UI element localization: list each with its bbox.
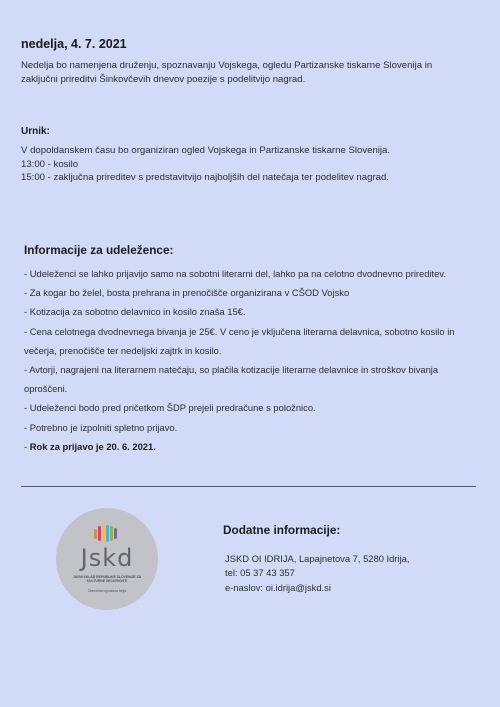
- info-item: - Za kogar bo želel, bosta prehrana in prenočišče organizirana v CŠOD Vojsko: [24, 287, 350, 299]
- info-item-continuation: oproščeni.: [24, 383, 68, 395]
- schedule-item: 15:00 - zaključna prireditev s predstavitvijo najboljših del natečaja ter podelitev nagrad.: [21, 172, 389, 183]
- date-heading: nedelja, 4. 7. 2021: [21, 37, 127, 51]
- info-item: - Kotizacija za sobotno delavnico in kosilo znaša 15€.: [24, 306, 246, 318]
- contact-title: Dodatne informacije:: [223, 523, 341, 537]
- logo-subtitle: JAVNI SKLAD REPUBLIKE SLOVENIJE ZA KULTURNE DEJAVNOSTI: [72, 575, 142, 584]
- contact-list: [225, 552, 409, 595]
- schedule-item: V dopoldanskem času bo organiziran ogled Vojskega in Partizanske tiskarne Slovenija.: [21, 145, 391, 156]
- schedule-item: 13:00 - kosilo: [21, 158, 79, 170]
- info-item: - Cena celotnega dvodnevnega bivanja je 25€. V ceno je vključena literarna delavnica, sobotno kosilo in: [24, 325, 455, 337]
- contact-phone: tel: 05 37 43 357: [225, 567, 295, 579]
- intro-line: zaključni prireditvi Šinkovčevih dnevov poezije s podelitvijo nagrad.: [21, 73, 306, 85]
- section-divider: [21, 486, 476, 487]
- contact-address: JSKD OI IDRIJA, Lapajnetova 7, 5280 Idrija,: [225, 553, 410, 564]
- info-item-continuation: večerja, prenočišče ter nedeljski zajtrk in kosilo.: [24, 344, 222, 356]
- schedule-title: Urnik:: [21, 126, 50, 137]
- participants-title: Informacije za udeležence:: [24, 243, 174, 257]
- deadline-item: [24, 437, 494, 456]
- info-item: - Avtorji, nagrajeni na literarnem natečaju, so plačila kotizacije literarne delavnice in stroškov bivanja: [24, 364, 439, 376]
- schedule-list: [21, 144, 481, 185]
- info-item: - Potrebno je izpolniti spletno prijavo.: [24, 421, 178, 433]
- deadline-dash: -: [24, 440, 30, 452]
- deadline-text: Rok za prijavo je 20. 6. 2021.: [29, 440, 156, 452]
- jskd-logo: [56, 508, 158, 610]
- logo-branch: Območna izpostava Idrija: [87, 589, 127, 593]
- intro-paragraph: [21, 59, 471, 86]
- contact-email: e-naslov: oi.idrija@jskd.si: [225, 581, 331, 593]
- participants-list: [24, 264, 494, 456]
- intro-line: Nedelja bo namenjena druženju, spoznavanju Vojskega, ogledu Partizanske tiskarne Slovenija in: [21, 60, 433, 71]
- logo-wordmark: Jskd: [80, 544, 134, 572]
- info-item: - Udeleženci bodo pred pričetkom ŠDP prejeli predračune s položnico.: [24, 402, 316, 414]
- info-item: - Udeleženci se lahko prijavijo samo na sobotni literarni del, lahko pa na celotno dvodnevno prireditev.: [24, 268, 446, 279]
